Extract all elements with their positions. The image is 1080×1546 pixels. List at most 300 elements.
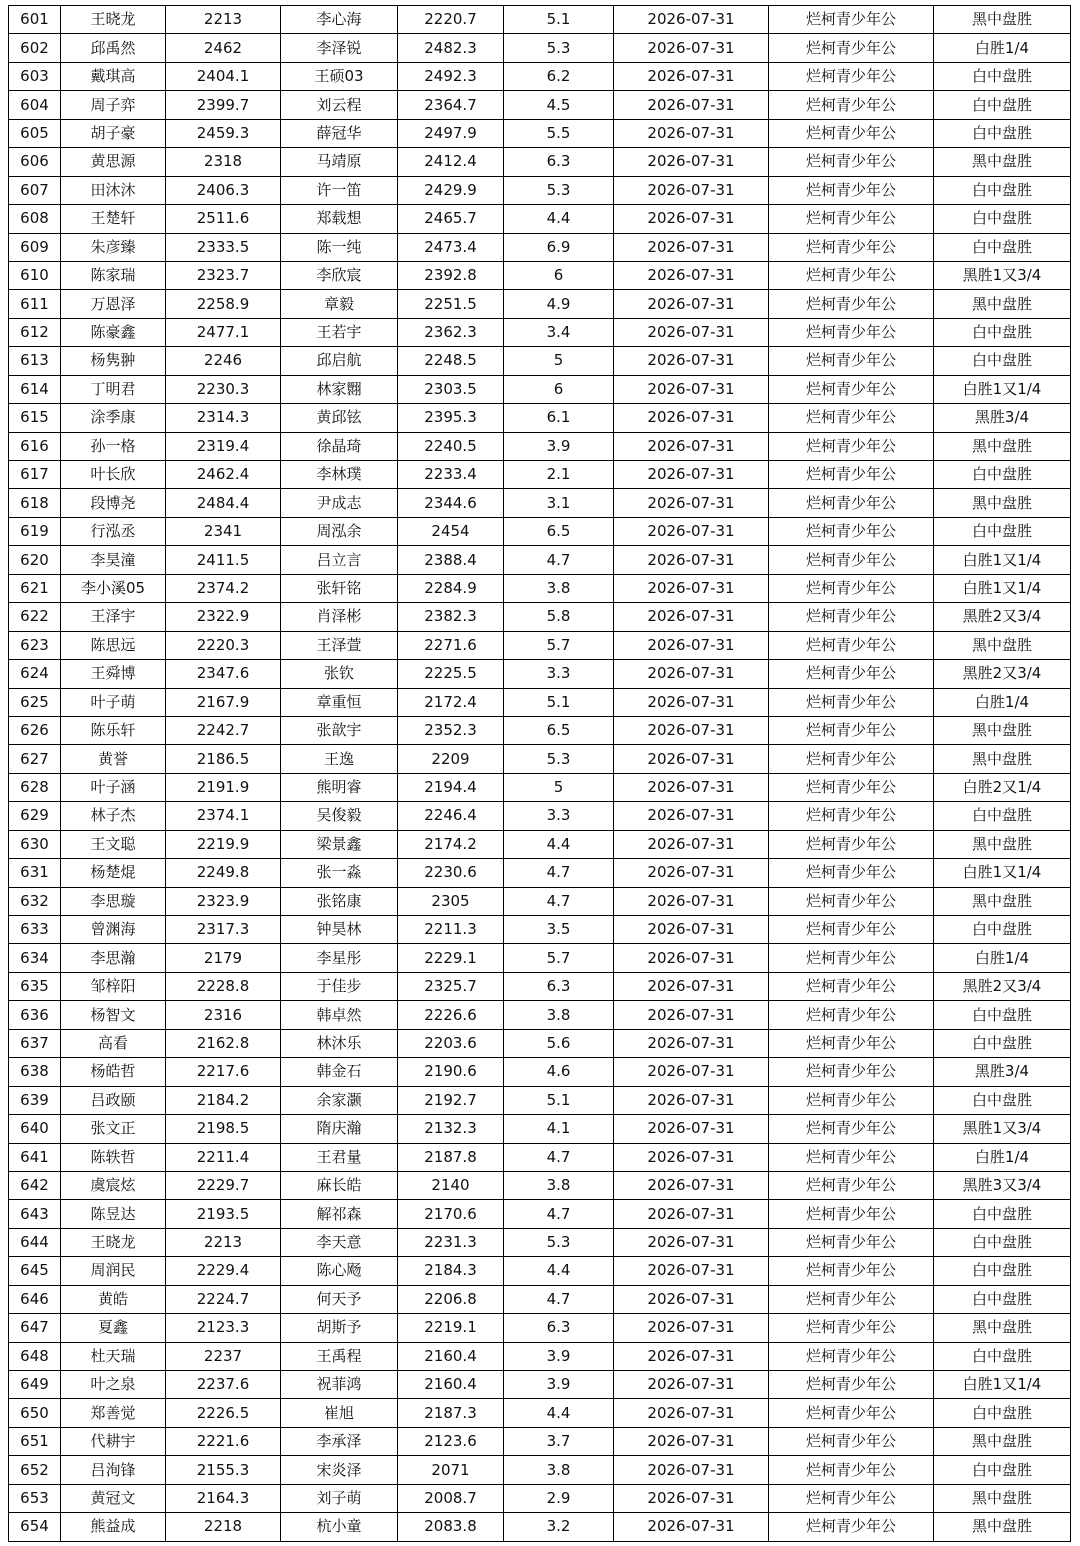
table-row (9, 716, 1071, 744)
komi-value-cell: 2.9 (504, 1484, 614, 1512)
white-player-cell: 薛冠华 (281, 119, 398, 147)
white-rating-cell: 2230.6 (398, 859, 504, 887)
komi-value-cell: 4.4 (504, 205, 614, 233)
game-result-cell: 黑中盘胜 (934, 148, 1071, 176)
black-rating-cell: 2191.9 (166, 773, 281, 801)
white-player-cell: 麻长皓 (281, 1171, 398, 1199)
black-player-cell: 邱禹然 (61, 34, 166, 62)
event-name-cell: 烂柯青少年公 (769, 290, 934, 318)
table-row (9, 631, 1071, 659)
black-player-cell: 吕政颐 (61, 1086, 166, 1114)
event-name-cell: 烂柯青少年公 (769, 489, 934, 517)
white-player-cell: 韩卓然 (281, 1001, 398, 1029)
game-result-cell: 白中盘胜 (934, 1029, 1071, 1057)
table-row (9, 603, 1071, 631)
black-rating-cell: 2162.8 (166, 1029, 281, 1057)
row-number-cell: 602 (9, 34, 61, 62)
game-result-cell: 黑中盘胜 (934, 6, 1071, 34)
table-body (9, 6, 1071, 1542)
row-number-cell: 649 (9, 1371, 61, 1399)
white-player-cell: 刘云程 (281, 91, 398, 119)
komi-value-cell: 6.3 (504, 1314, 614, 1342)
table-row (9, 830, 1071, 858)
black-rating-cell: 2318 (166, 148, 281, 176)
event-name-cell: 烂柯青少年公 (769, 461, 934, 489)
white-rating-cell: 2454 (398, 517, 504, 545)
row-number-cell: 631 (9, 859, 61, 887)
game-date-cell: 2026-07-31 (614, 34, 769, 62)
game-date-cell: 2026-07-31 (614, 944, 769, 972)
game-result-cell: 白中盘胜 (934, 62, 1071, 90)
white-player-cell: 王硕03 (281, 62, 398, 90)
game-date-cell: 2026-07-31 (614, 404, 769, 432)
white-rating-cell: 2187.8 (398, 1143, 504, 1171)
white-player-cell: 许一笛 (281, 176, 398, 204)
black-rating-cell: 2477.1 (166, 318, 281, 346)
event-name-cell: 烂柯青少年公 (769, 1115, 934, 1143)
black-rating-cell: 2462.4 (166, 461, 281, 489)
black-rating-cell: 2226.5 (166, 1399, 281, 1427)
game-date-cell: 2026-07-31 (614, 318, 769, 346)
table-row (9, 1001, 1071, 1029)
white-player-cell: 张铭康 (281, 887, 398, 915)
table-row (9, 318, 1071, 346)
komi-value-cell: 3.3 (504, 802, 614, 830)
table-row (9, 233, 1071, 261)
game-result-cell: 白中盘胜 (934, 1257, 1071, 1285)
komi-value-cell: 6.5 (504, 716, 614, 744)
black-rating-cell: 2167.9 (166, 688, 281, 716)
black-player-cell: 万恩泽 (61, 290, 166, 318)
komi-value-cell: 5.3 (504, 34, 614, 62)
komi-value-cell: 5.3 (504, 1228, 614, 1256)
row-number-cell: 625 (9, 688, 61, 716)
table-row (9, 1371, 1071, 1399)
row-number-cell: 636 (9, 1001, 61, 1029)
game-date-cell: 2026-07-31 (614, 1200, 769, 1228)
black-player-cell: 陈乐轩 (61, 716, 166, 744)
row-number-cell: 605 (9, 119, 61, 147)
game-result-cell: 白中盘胜 (934, 119, 1071, 147)
table-row (9, 91, 1071, 119)
table-row (9, 1399, 1071, 1427)
white-player-cell: 王君量 (281, 1143, 398, 1171)
event-name-cell: 烂柯青少年公 (769, 716, 934, 744)
black-rating-cell: 2341 (166, 517, 281, 545)
event-name-cell: 烂柯青少年公 (769, 1513, 934, 1541)
white-rating-cell: 2203.6 (398, 1029, 504, 1057)
black-rating-cell: 2374.1 (166, 802, 281, 830)
row-number-cell: 642 (9, 1171, 61, 1199)
game-result-cell: 白中盘胜 (934, 1001, 1071, 1029)
white-rating-cell: 2325.7 (398, 972, 504, 1000)
black-rating-cell: 2322.9 (166, 603, 281, 631)
row-number-cell: 630 (9, 830, 61, 858)
event-name-cell: 烂柯青少年公 (769, 404, 934, 432)
black-rating-cell: 2316 (166, 1001, 281, 1029)
game-result-cell: 白胜1/4 (934, 944, 1071, 972)
game-result-cell: 白中盘胜 (934, 916, 1071, 944)
table-row (9, 1086, 1071, 1114)
table-row (9, 489, 1071, 517)
game-date-cell: 2026-07-31 (614, 1342, 769, 1370)
event-name-cell: 烂柯青少年公 (769, 887, 934, 915)
black-player-cell: 陈轶哲 (61, 1143, 166, 1171)
game-date-cell: 2026-07-31 (614, 91, 769, 119)
table-row (9, 461, 1071, 489)
row-number-cell: 647 (9, 1314, 61, 1342)
row-number-cell: 617 (9, 461, 61, 489)
komi-value-cell: 4.7 (504, 859, 614, 887)
row-number-cell: 648 (9, 1342, 61, 1370)
white-rating-cell: 2492.3 (398, 62, 504, 90)
white-player-cell: 李承泽 (281, 1427, 398, 1455)
event-name-cell: 烂柯青少年公 (769, 972, 934, 1000)
game-date-cell: 2026-07-31 (614, 688, 769, 716)
table-row (9, 1228, 1071, 1256)
white-player-cell: 张一淼 (281, 859, 398, 887)
table-row (9, 688, 1071, 716)
game-result-cell: 黑胜3又3/4 (934, 1171, 1071, 1199)
komi-value-cell: 3.5 (504, 916, 614, 944)
game-date-cell: 2026-07-31 (614, 1115, 769, 1143)
komi-value-cell: 3.9 (504, 1342, 614, 1370)
black-player-cell: 代耕宇 (61, 1427, 166, 1455)
game-date-cell: 2026-07-31 (614, 773, 769, 801)
black-rating-cell: 2404.1 (166, 62, 281, 90)
game-date-cell: 2026-07-31 (614, 1257, 769, 1285)
game-date-cell: 2026-07-31 (614, 1513, 769, 1541)
white-player-cell: 熊明睿 (281, 773, 398, 801)
event-name-cell: 烂柯青少年公 (769, 34, 934, 62)
event-name-cell: 烂柯青少年公 (769, 91, 934, 119)
black-player-cell: 行泓丞 (61, 517, 166, 545)
black-player-cell: 丁明君 (61, 375, 166, 403)
white-player-cell: 邱启航 (281, 347, 398, 375)
table-row (9, 773, 1071, 801)
game-date-cell: 2026-07-31 (614, 1399, 769, 1427)
black-player-cell: 王文聪 (61, 830, 166, 858)
white-rating-cell: 2388.4 (398, 546, 504, 574)
black-rating-cell: 2317.3 (166, 916, 281, 944)
white-rating-cell: 2231.3 (398, 1228, 504, 1256)
black-rating-cell: 2333.5 (166, 233, 281, 261)
white-rating-cell: 2140 (398, 1171, 504, 1199)
black-player-cell: 叶子涵 (61, 773, 166, 801)
white-player-cell: 吴俊毅 (281, 802, 398, 830)
komi-value-cell: 3.7 (504, 1427, 614, 1455)
komi-value-cell: 5 (504, 773, 614, 801)
white-player-cell: 胡斯予 (281, 1314, 398, 1342)
row-number-cell: 619 (9, 517, 61, 545)
white-rating-cell: 2083.8 (398, 1513, 504, 1541)
black-rating-cell: 2186.5 (166, 745, 281, 773)
komi-value-cell: 4.7 (504, 546, 614, 574)
black-player-cell: 邹梓阳 (61, 972, 166, 1000)
event-name-cell: 烂柯青少年公 (769, 631, 934, 659)
komi-value-cell: 6 (504, 261, 614, 289)
row-number-cell: 613 (9, 347, 61, 375)
row-number-cell: 634 (9, 944, 61, 972)
white-rating-cell: 2344.6 (398, 489, 504, 517)
black-player-cell: 胡子豪 (61, 119, 166, 147)
black-player-cell: 张文正 (61, 1115, 166, 1143)
white-rating-cell: 2251.5 (398, 290, 504, 318)
game-result-cell: 黑胜2又3/4 (934, 603, 1071, 631)
white-rating-cell: 2395.3 (398, 404, 504, 432)
game-date-cell: 2026-07-31 (614, 830, 769, 858)
white-player-cell: 何天予 (281, 1285, 398, 1313)
komi-value-cell: 6.3 (504, 148, 614, 176)
white-rating-cell: 2187.3 (398, 1399, 504, 1427)
black-rating-cell: 2224.7 (166, 1285, 281, 1313)
game-date-cell: 2026-07-31 (614, 176, 769, 204)
event-name-cell: 烂柯青少年公 (769, 347, 934, 375)
black-rating-cell: 2228.8 (166, 972, 281, 1000)
row-number-cell: 610 (9, 261, 61, 289)
black-player-cell: 杨智文 (61, 1001, 166, 1029)
white-player-cell: 章毅 (281, 290, 398, 318)
white-rating-cell: 2123.6 (398, 1427, 504, 1455)
game-date-cell: 2026-07-31 (614, 859, 769, 887)
komi-value-cell: 4.4 (504, 1257, 614, 1285)
black-rating-cell: 2229.7 (166, 1171, 281, 1199)
table-row (9, 1285, 1071, 1313)
table-row (9, 1058, 1071, 1086)
results-table (8, 5, 1071, 1542)
black-rating-cell: 2164.3 (166, 1484, 281, 1512)
white-player-cell: 林家翾 (281, 375, 398, 403)
black-rating-cell: 2242.7 (166, 716, 281, 744)
komi-value-cell: 3.8 (504, 1456, 614, 1484)
table-row (9, 1314, 1071, 1342)
black-rating-cell: 2319.4 (166, 432, 281, 460)
row-number-cell: 638 (9, 1058, 61, 1086)
komi-value-cell: 6 (504, 375, 614, 403)
table-row (9, 944, 1071, 972)
game-result-cell: 黑中盘胜 (934, 1314, 1071, 1342)
black-player-cell: 段博尧 (61, 489, 166, 517)
table-row (9, 290, 1071, 318)
black-rating-cell: 2314.3 (166, 404, 281, 432)
event-name-cell: 烂柯青少年公 (769, 1285, 934, 1313)
white-rating-cell: 2209 (398, 745, 504, 773)
komi-value-cell: 4.7 (504, 1285, 614, 1313)
table-row (9, 660, 1071, 688)
white-player-cell: 李天意 (281, 1228, 398, 1256)
event-name-cell: 烂柯青少年公 (769, 432, 934, 460)
black-rating-cell: 2258.9 (166, 290, 281, 318)
black-rating-cell: 2193.5 (166, 1200, 281, 1228)
event-name-cell: 烂柯青少年公 (769, 1029, 934, 1057)
event-name-cell: 烂柯青少年公 (769, 148, 934, 176)
black-player-cell: 朱彦臻 (61, 233, 166, 261)
black-rating-cell: 2374.2 (166, 574, 281, 602)
game-date-cell: 2026-07-31 (614, 1314, 769, 1342)
white-rating-cell: 2382.3 (398, 603, 504, 631)
komi-value-cell: 3.9 (504, 432, 614, 460)
row-number-cell: 621 (9, 574, 61, 602)
row-number-cell: 626 (9, 716, 61, 744)
komi-value-cell: 4.4 (504, 1399, 614, 1427)
game-date-cell: 2026-07-31 (614, 745, 769, 773)
white-player-cell: 韩金石 (281, 1058, 398, 1086)
event-name-cell: 烂柯青少年公 (769, 176, 934, 204)
black-player-cell: 夏鑫 (61, 1314, 166, 1342)
white-rating-cell: 2465.7 (398, 205, 504, 233)
game-result-cell: 黑中盘胜 (934, 1427, 1071, 1455)
row-number-cell: 611 (9, 290, 61, 318)
komi-value-cell: 5.1 (504, 688, 614, 716)
table-row (9, 574, 1071, 602)
komi-value-cell: 3.3 (504, 660, 614, 688)
black-rating-cell: 2211.4 (166, 1143, 281, 1171)
table-row (9, 546, 1071, 574)
game-date-cell: 2026-07-31 (614, 1086, 769, 1114)
komi-value-cell: 4.1 (504, 1115, 614, 1143)
event-name-cell: 烂柯青少年公 (769, 1058, 934, 1086)
event-name-cell: 烂柯青少年公 (769, 62, 934, 90)
row-number-cell: 607 (9, 176, 61, 204)
game-date-cell: 2026-07-31 (614, 546, 769, 574)
white-player-cell: 刘子萌 (281, 1484, 398, 1512)
white-player-cell: 张轩铭 (281, 574, 398, 602)
white-rating-cell: 2352.3 (398, 716, 504, 744)
table-row (9, 62, 1071, 90)
event-name-cell: 烂柯青少年公 (769, 233, 934, 261)
black-rating-cell: 2213 (166, 6, 281, 34)
row-number-cell: 652 (9, 1456, 61, 1484)
komi-value-cell: 3.2 (504, 1513, 614, 1541)
game-date-cell: 2026-07-31 (614, 631, 769, 659)
table-row (9, 916, 1071, 944)
game-date-cell: 2026-07-31 (614, 205, 769, 233)
game-date-cell: 2026-07-31 (614, 716, 769, 744)
white-player-cell: 钟昊林 (281, 916, 398, 944)
table-row (9, 261, 1071, 289)
white-player-cell: 余家灏 (281, 1086, 398, 1114)
game-result-cell: 白胜1又1/4 (934, 859, 1071, 887)
komi-value-cell: 5.5 (504, 119, 614, 147)
game-date-cell: 2026-07-31 (614, 887, 769, 915)
white-rating-cell: 2226.6 (398, 1001, 504, 1029)
black-player-cell: 叶长欣 (61, 461, 166, 489)
white-rating-cell: 2246.4 (398, 802, 504, 830)
black-rating-cell: 2406.3 (166, 176, 281, 204)
row-number-cell: 635 (9, 972, 61, 1000)
table-row (9, 1171, 1071, 1199)
event-name-cell: 烂柯青少年公 (769, 205, 934, 233)
table-row (9, 6, 1071, 34)
black-rating-cell: 2219.9 (166, 830, 281, 858)
game-result-cell: 白中盘胜 (934, 1399, 1071, 1427)
komi-value-cell: 5.3 (504, 176, 614, 204)
game-result-cell: 白中盘胜 (934, 91, 1071, 119)
row-number-cell: 650 (9, 1399, 61, 1427)
game-result-cell: 白胜2又1/4 (934, 773, 1071, 801)
black-rating-cell: 2155.3 (166, 1456, 281, 1484)
table-row (9, 1200, 1071, 1228)
komi-value-cell: 3.8 (504, 574, 614, 602)
black-rating-cell: 2184.2 (166, 1086, 281, 1114)
event-name-cell: 烂柯青少年公 (769, 1171, 934, 1199)
black-player-cell: 戴琪高 (61, 62, 166, 90)
komi-value-cell: 2.1 (504, 461, 614, 489)
game-result-cell: 白中盘胜 (934, 176, 1071, 204)
black-player-cell: 陈思远 (61, 631, 166, 659)
white-player-cell: 李星彤 (281, 944, 398, 972)
black-player-cell: 陈昱达 (61, 1200, 166, 1228)
white-player-cell: 王泽萱 (281, 631, 398, 659)
black-player-cell: 王晓龙 (61, 1228, 166, 1256)
game-result-cell: 白胜1又1/4 (934, 375, 1071, 403)
row-number-cell: 644 (9, 1228, 61, 1256)
black-player-cell: 王舜博 (61, 660, 166, 688)
game-date-cell: 2026-07-31 (614, 489, 769, 517)
game-date-cell: 2026-07-31 (614, 603, 769, 631)
black-player-cell: 陈豪鑫 (61, 318, 166, 346)
white-rating-cell: 2240.5 (398, 432, 504, 460)
white-rating-cell: 2192.7 (398, 1086, 504, 1114)
game-date-cell: 2026-07-31 (614, 1029, 769, 1057)
black-rating-cell: 2230.3 (166, 375, 281, 403)
game-result-cell: 白中盘胜 (934, 318, 1071, 346)
white-player-cell: 尹成志 (281, 489, 398, 517)
white-player-cell: 崔旭 (281, 1399, 398, 1427)
white-rating-cell: 2392.8 (398, 261, 504, 289)
row-number-cell: 616 (9, 432, 61, 460)
row-number-cell: 643 (9, 1200, 61, 1228)
white-player-cell: 隋庆瀚 (281, 1115, 398, 1143)
table-row (9, 1427, 1071, 1455)
event-name-cell: 烂柯青少年公 (769, 1143, 934, 1171)
game-date-cell: 2026-07-31 (614, 148, 769, 176)
black-player-cell: 熊益成 (61, 1513, 166, 1541)
white-rating-cell: 2008.7 (398, 1484, 504, 1512)
game-result-cell: 白中盘胜 (934, 1456, 1071, 1484)
game-result-cell: 黑胜3/4 (934, 1058, 1071, 1086)
row-number-cell: 633 (9, 916, 61, 944)
komi-value-cell: 5.6 (504, 1029, 614, 1057)
black-player-cell: 虞宸炫 (61, 1171, 166, 1199)
komi-value-cell: 6.9 (504, 233, 614, 261)
row-number-cell: 637 (9, 1029, 61, 1057)
game-result-cell: 白胜1/4 (934, 34, 1071, 62)
white-rating-cell: 2184.3 (398, 1257, 504, 1285)
black-rating-cell: 2459.3 (166, 119, 281, 147)
row-number-cell: 653 (9, 1484, 61, 1512)
komi-value-cell: 4.9 (504, 290, 614, 318)
white-rating-cell: 2303.5 (398, 375, 504, 403)
white-rating-cell: 2429.9 (398, 176, 504, 204)
white-player-cell: 王禹程 (281, 1342, 398, 1370)
black-player-cell: 林子杰 (61, 802, 166, 830)
komi-value-cell: 5.7 (504, 944, 614, 972)
game-date-cell: 2026-07-31 (614, 432, 769, 460)
white-player-cell: 周泓余 (281, 517, 398, 545)
event-name-cell: 烂柯青少年公 (769, 119, 934, 147)
game-result-cell: 白胜1/4 (934, 1143, 1071, 1171)
black-player-cell: 涂季康 (61, 404, 166, 432)
table-row (9, 119, 1071, 147)
komi-value-cell: 5.8 (504, 603, 614, 631)
game-result-cell: 白中盘胜 (934, 1228, 1071, 1256)
row-number-cell: 641 (9, 1143, 61, 1171)
game-result-cell: 白胜1又1/4 (934, 1371, 1071, 1399)
event-name-cell: 烂柯青少年公 (769, 1228, 934, 1256)
black-player-cell: 叶之泉 (61, 1371, 166, 1399)
white-player-cell: 章重恒 (281, 688, 398, 716)
